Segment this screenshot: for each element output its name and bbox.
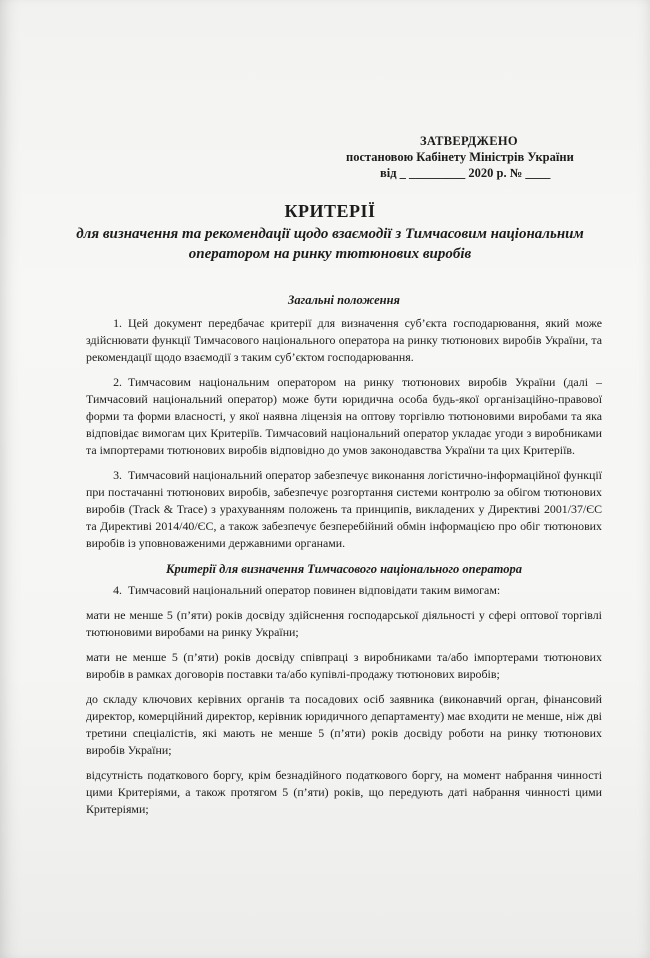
approval-heading: ЗАТВЕРДЖЕНО (420, 134, 518, 148)
approval-authority: постановою Кабінету Міністрів України (346, 150, 574, 164)
requirement-item: відсутність податкового боргу, крім безнадійного податкового боргу, на момент набрання чинності цими Критеріями, а також протягом 5 (п’яти) років, що передують даті набрання чинності цими Критеріями; (86, 768, 602, 816)
section-heading-general: Загальні положення (288, 293, 400, 307)
paragraph-number: 3. (113, 468, 122, 482)
paragraph-3 (86, 467, 602, 552)
document-body (86, 292, 602, 826)
requirement-item: до складу ключових керівних органів та посадових осіб заявника (виконавчий орган, фінансовий директор, комерційний директор, керівник юридичного департаменту) має входити не менше, ніж дві третини спеціалістів, які мають не менше 5 (п’яти) років досвіду роботи на ринку тютюнових виробів України; (86, 692, 602, 757)
section-heading-criteria: Критерії для визначення Тимчасового національного оператора (165, 562, 522, 576)
paragraph-2 (86, 374, 602, 459)
paragraph-number: 4. (113, 583, 122, 597)
document-title: КРИТЕРІЇ (284, 201, 376, 221)
paragraph-4 (86, 582, 602, 599)
requirement-item: мати не менше 5 (п’яти) років досвіду співпраці з виробниками та/або імпортерами тютюнових виробів в рамках договорів поставки та/або купівлі-продажу тютюнових виробів; (86, 650, 602, 681)
document-subtitle: для визначення та рекомендації щодо взаємодії з Тимчасовим національним оператором на ринку тютюнових виробів (76, 226, 584, 262)
paragraph-text: Тимчасовим національним оператором на ринку тютюнових виробів України (далі – Тимчасовий національний оператор) може бути юридична особа будь-якої організаційно-правової форми та форми власності, у якої наявна ліцензія на оптову торгівлю тютюновими виробами та яка відповідає вимогам цих Критеріїв. Тимчасовий національний оператор укладає угоди з виробниками та імпортерами тютюнових виробів відповідно до умов законодавства України та цих Критеріїв. (86, 375, 602, 457)
approval-stamp (346, 133, 596, 181)
approval-date-line: від _ _________ 2020 р. № ____ (380, 166, 551, 180)
paragraph-number: 2. (113, 375, 122, 389)
paragraph-text: Тимчасовий національний оператор повинен відповідати таким вимогам: (128, 583, 501, 597)
requirement-item: мати не менше 5 (п’яти) років досвіду здійснення господарської діяльності у сфері оптової торгівлі тютюновими виробами на ринку України; (86, 608, 602, 639)
paragraph-number: 1. (113, 316, 122, 330)
document-title-block (60, 200, 600, 264)
paragraph-1 (86, 315, 602, 366)
paragraph-text: Тимчасовий національний оператор забезпечує виконання логістично-інформаційної функції при постачанні тютюнових виробів, забезпечує розгортання системи контролю за обігом тютюнових виробів (Track & Trace) з урахуванням положень та принципів, викладених у Директиві 2001/37/ЄС та Директиві 2014/40/ЄС, а також забезпечує безперебійний обмін інформацією про обіг тютюнових виробів із уповноваженими державними органами. (86, 468, 602, 550)
paragraph-text: Цей документ передбачає критерії для визначення суб’єкта господарювання, який може здійснювати функції Тимчасового національного оператора на ринку тютюнових виробів України, та рекомендації щодо взаємодії з таким суб’єктом господарювання. (86, 316, 602, 364)
